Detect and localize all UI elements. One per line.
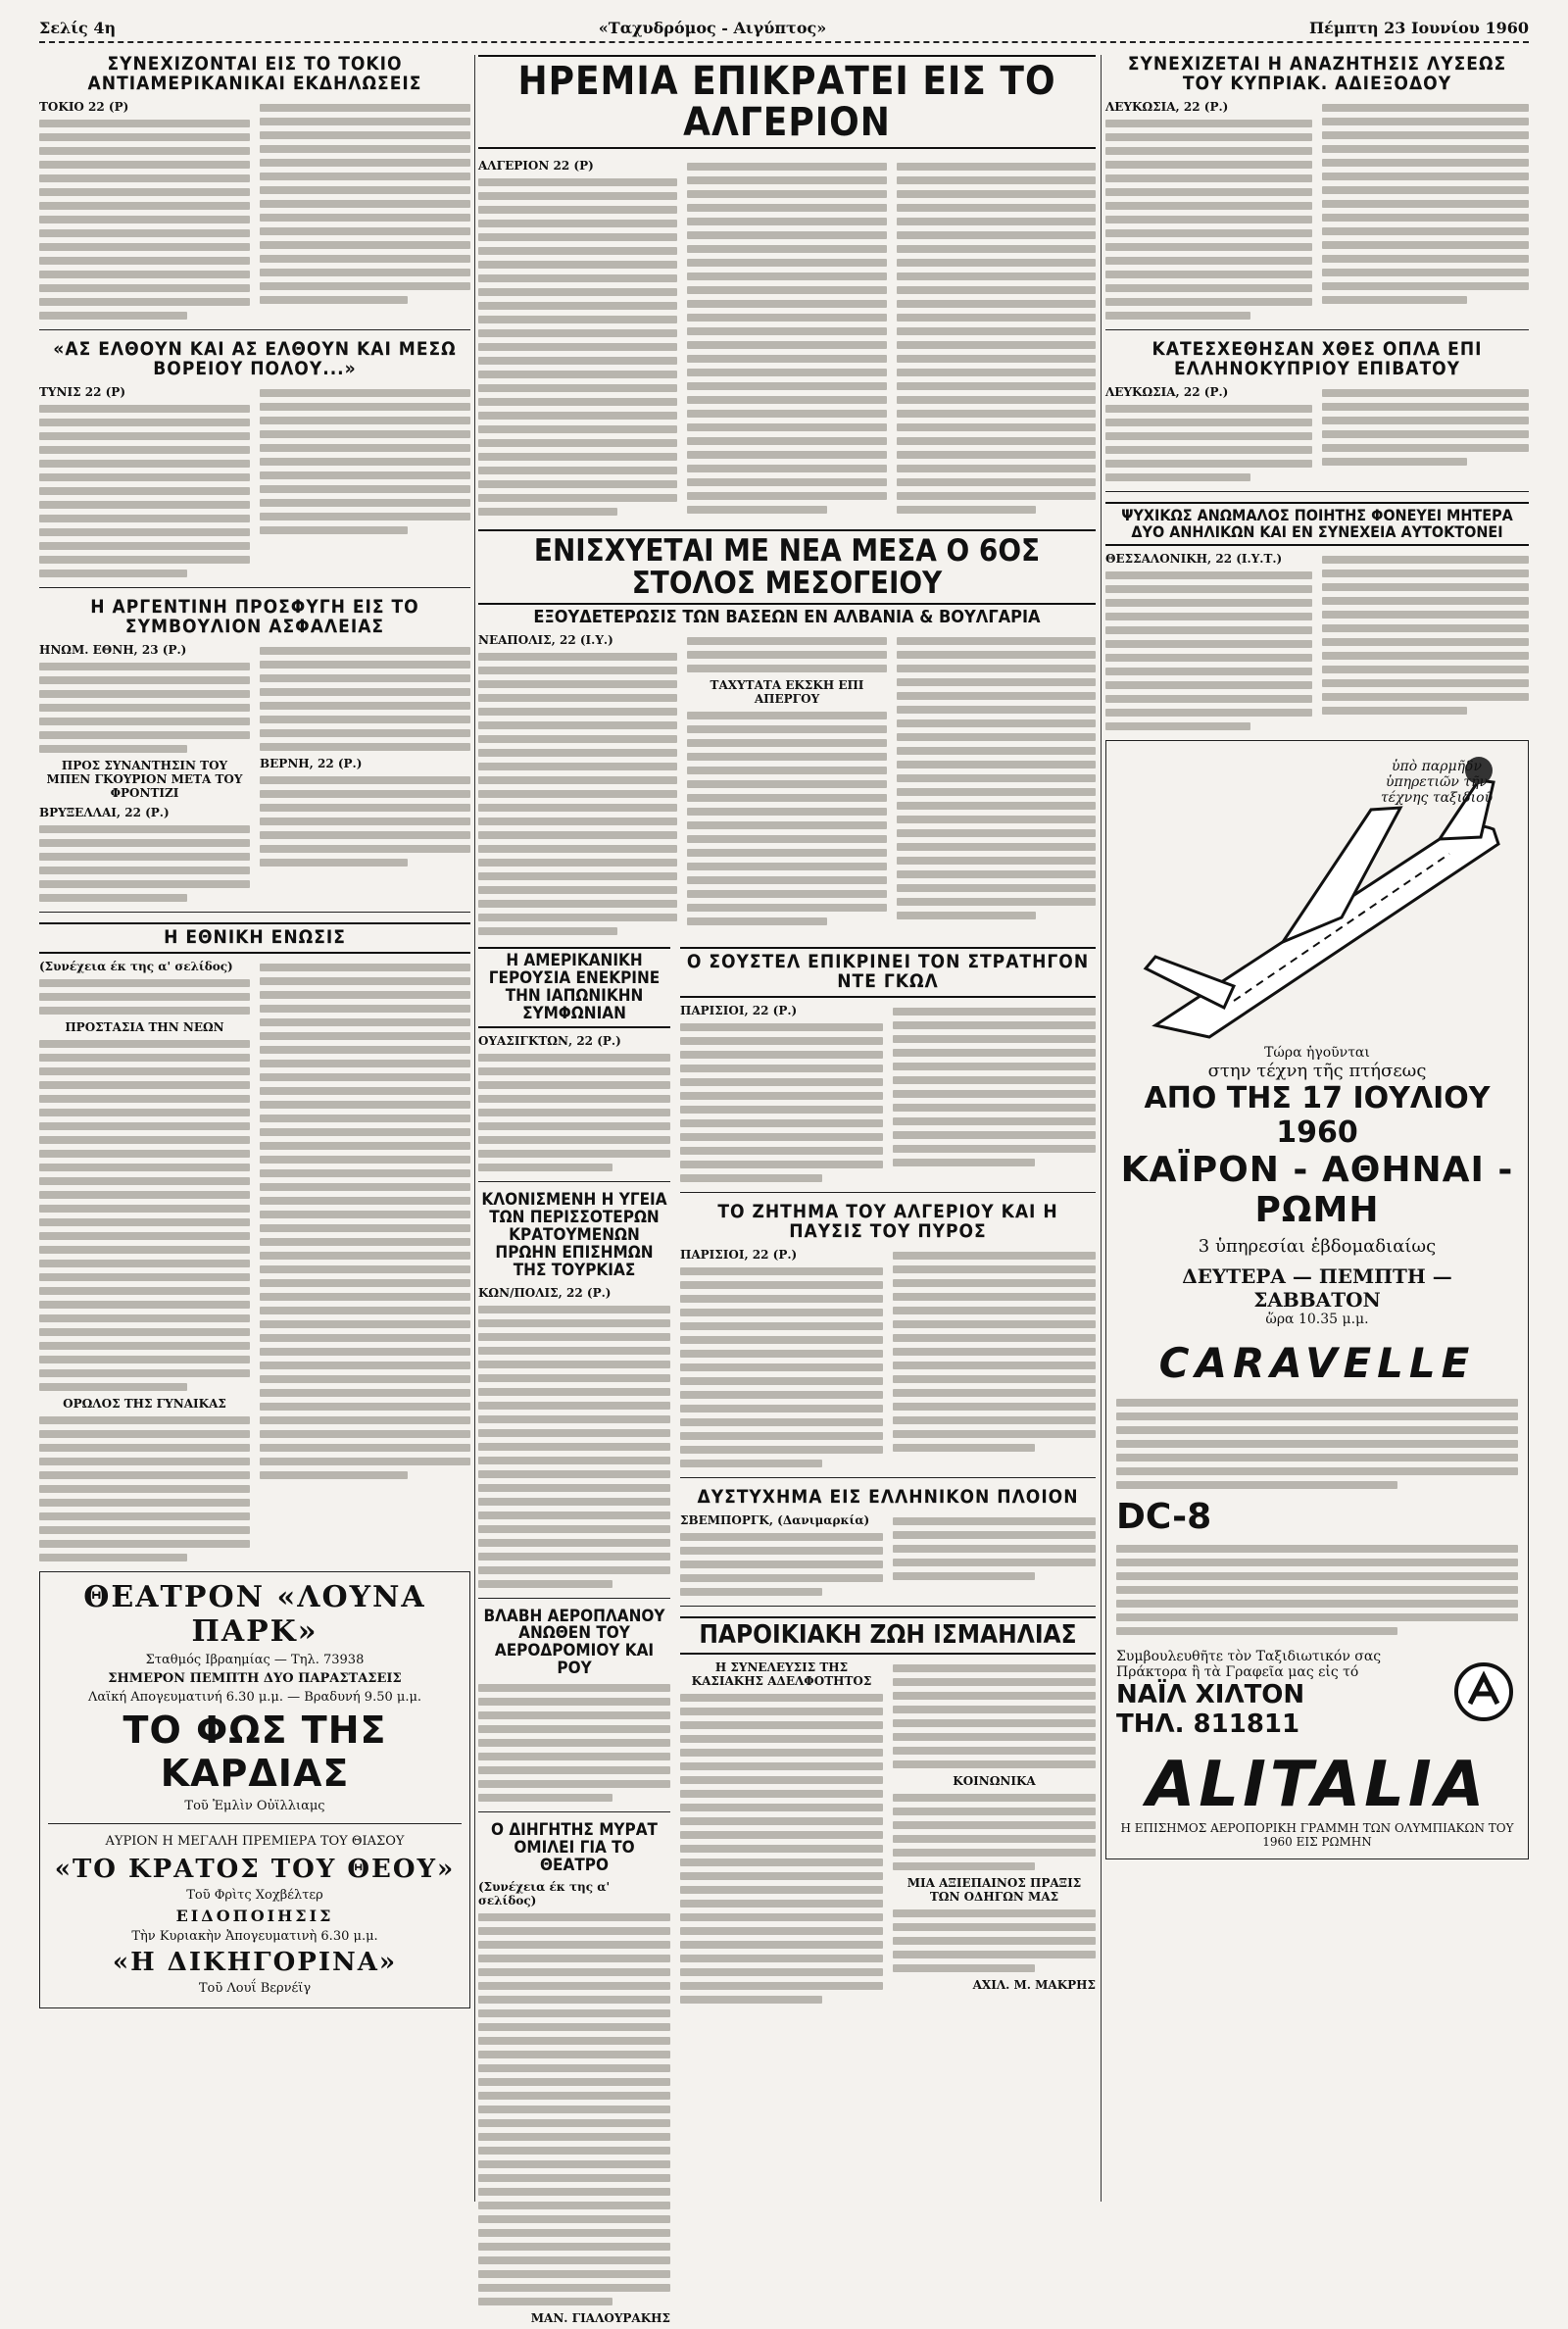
argentina-article-text-2 <box>260 647 470 751</box>
union-article-text-2 <box>260 964 470 1479</box>
bern-article-text <box>260 776 470 867</box>
ad-days: ΔΕΥΤΕΡΑ — ΠΕΜΠΤΗ — ΣΑΒΒΑΤΟΝ <box>1182 1264 1452 1313</box>
senate-article-text <box>478 1054 670 1171</box>
murat-article-text <box>478 1913 670 2305</box>
ad-now-leading: Τώρα ἡγοῦνται <box>1264 1045 1370 1062</box>
poet-article-text-2 <box>1322 556 1529 715</box>
poet-dateline: ΘΕΣΣΑΛΟΝΙΚΗ, 22 (Ι.Υ.Τ.) <box>1105 552 1283 567</box>
ad-brand: ALITALIA <box>1146 1749 1489 1822</box>
fleet-subhead: ΕΞΟΥΔΕΤΕΡΩΣΙΣ ΤΩΝ ΒΑΣΕΩΝ ΕΝ ΑΛΒΑΝΙΑ & ΒΟΥΛΓΑΡΙΑ <box>533 607 1041 628</box>
column-rule <box>1101 55 1102 2202</box>
ad-phone: ΤΗΛ. 811811 <box>1116 1710 1300 1740</box>
caravelle-description <box>1116 1399 1518 1489</box>
arms-article-text-2 <box>1322 389 1529 466</box>
ad-hilton: ΝΑΪΛ ΧΙΛΤΟΝ <box>1116 1680 1305 1710</box>
airplane-illustration <box>1116 751 1518 1045</box>
community-subhead-2: ΚΟΙΝΩΝΙΚΑ <box>953 1773 1036 1788</box>
union-note: (Συνέχεια έκ της α' σελίδος) <box>39 959 233 973</box>
theatre-times: Λαϊκή Απογευματινή 6.30 μ.μ. — Βραδυνή 9.50 μ.μ. <box>87 1689 422 1705</box>
arms-article-text <box>1105 405 1312 481</box>
theatre-sunday: Τὴν Κυριακὴν Ἀπογευματινὴ 6.30 μ.μ. <box>131 1928 378 1944</box>
main-article-text-2 <box>687 163 886 514</box>
cyprus-article-text-2 <box>1322 104 1529 304</box>
alitalia-logo-icon <box>1452 1660 1515 1723</box>
page-number: Σελίς 4η <box>39 19 117 37</box>
community-subhead: Η ΣΥΝΕΛΕΥΣΙΣ ΤΗΣ ΚΑΣΙΑΚΗΣ ΑΔΕΛΦΟΤΗΤΟΣ <box>691 1660 872 1688</box>
main-article-text-3 <box>897 163 1096 514</box>
soustelle-dateline: ΠΑΡΙΣΙΟΙ, 22 (Ρ.) <box>680 1003 798 1017</box>
union-youth-text <box>39 1040 250 1391</box>
cyprus-article-text <box>1105 120 1312 320</box>
arms-headline: ΚΑΤΕΣΧΕΘΗΣΑΝ ΧΘΕΣ ΟΠΛΑ ΕΠΙ ΕΛΛΗΝΟΚΥΠΡΙΟΥ ΕΠΙΒΑΤΟΥ <box>1152 337 1483 379</box>
fleet-dateline: ΝΕΑΠΟΛΙΣ, 22 (Ι.Υ.) <box>478 632 613 647</box>
accident-headline: ΔΥΣΤΥΧΗΜΑ ΕΙΣ ΕΛΛΗΝΙΚΟΝ ΠΛΟΙΟΝ <box>697 1485 1079 1508</box>
ad-footer: Η ΕΠΙΣΗΜΟΣ ΑΕΡΟΠΟΡΙΚΗ ΓΡΑΜΜΗ ΤΩΝ ΟΛΥΜΠΙΑΚΩΝ ΤΟΥ 1960 ΕΙΣ ΡΩΜΗΝ <box>1120 1821 1514 1850</box>
main-article-text <box>478 178 677 516</box>
theatre-play-2: «ΤΟ ΚΡΑΤΟΣ ΤΟΥ ΘΕΟΥ» <box>54 1854 456 1884</box>
fleet-article-text-4 <box>897 637 1096 919</box>
theatre-author-2: Τοῦ Φρὶτς Χοχβέλτερ <box>186 1887 323 1903</box>
pole-headline: «ΑΣ ΕΛΘΟΥΝ ΚΑΙ ΑΣ ΕΛΘΟΥΝ ΚΑΙ ΜΕΣΩ ΒΟΡΕΙΟΥ ΠΟΛΟΥ...» <box>53 337 457 379</box>
community-article-text-4 <box>893 1909 1096 1972</box>
theatre-play-1: ΤΟ ΦΩΣ ΤΗΣ ΚΑΡΔΙΑΣ <box>122 1708 387 1795</box>
fleet-subhead-2: ΤΑΧΥΤΑΤΑ ΕΚΣΚΗ ΕΠΙ ΑΠΕΡΓΟΥ <box>710 677 864 706</box>
union-subhead-youth: ΠΡΟΣΤΑΣΙΑ ΤΗΝ ΝΕΩΝ <box>65 1019 224 1034</box>
murat-note: (Συνέχεια έκ της α' σελίδος) <box>478 1880 611 1908</box>
argentina-headline: Η ΑΡΓΕΝΤΙΝΗ ΠΡΟΣΦΥΓΗ ΕΙΣ ΤΟ ΣΥΜΒΟΥΛΙΟΝ ΑΣΦΑΛΕΙΑΣ <box>90 595 419 637</box>
tokyo-article-text <box>39 120 250 320</box>
soustelle-article-text <box>680 1023 883 1182</box>
main-headline: ΗΡΕΜΙΑ ΕΠΙΚΡΑΤΕΙ ΕΙΣ ΤΟ ΑΛΓΕΡΙΟΝ <box>478 55 1096 149</box>
theatre-ad <box>39 1571 470 2008</box>
turkey-dateline: ΚΩΝ/ΠΟΛΙΣ, 22 (Ρ.) <box>478 1285 612 1300</box>
senate-headline: Η ΑΜΕΡΙΚΑΝΙΚΗ ΓΕΡΟΥΣΙΑ ΕΝΕΚΡΙΝΕ ΤΗΝ ΙΑΠΩΝΙΚΗΝ ΣΥΜΦΩΝΙΑΝ <box>478 947 670 1028</box>
fleet-headline: ΕΝΙΣΧΥΕΤΑΙ ΜΕ ΝΕΑ ΜΕΣΑ Ο 6ΟΣ ΣΤΟΛΟΣ ΜΕΣΟΓΕΙΟΥ <box>478 529 1096 605</box>
column-right <box>1105 55 1529 1859</box>
ad-in-art: στην τέχνη τῆς πτήσεως <box>1207 1061 1427 1082</box>
ad-from-date: ΑΠΟ ΤΗΣ 17 ΙΟΥΛΙΟΥ 1960 <box>1144 1081 1491 1151</box>
theatre-play-3: «Η ΔΙΚΗΓΟΡΙΝΑ» <box>112 1947 398 1977</box>
accident-article-text <box>680 1533 883 1596</box>
fleet-article-text-3 <box>687 712 886 925</box>
tokyo-dateline: ΤΟΚΙΟ 22 (Ρ) <box>39 99 129 114</box>
cyprus-headline: ΣΥΝΕΧΙΖΕΤΑΙ Η ΑΝΑΖΗΤΗΣΙΣ ΛΥΣΕΩΣ ΤΟΥ ΚΥΠΡΙΑΚ. ΑΔΙΕΞΟΔΟΥ <box>1127 53 1507 94</box>
algeria-question-headline: ΤΟ ΖΗΤΗΜΑ ΤΟΥ ΑΛΓΕΡΙΟΥ ΚΑΙ Η ΠΑΥΣΙΣ ΤΟΥ ΠΥΡΟΣ <box>717 1200 1058 1242</box>
bern-dateline: ΒΕΡΝΗ, 22 (Ρ.) <box>260 756 363 770</box>
argentina-article-text <box>39 663 250 753</box>
fleet-article-text <box>478 653 677 935</box>
masthead <box>39 14 1529 43</box>
ad-dc8: DC-8 <box>1116 1497 1212 1538</box>
brussels-article-text <box>39 825 250 902</box>
turkey-article-text <box>478 1306 670 1588</box>
theatre-notice: ΕΙΔΟΠΟΙΗΣΙΣ <box>175 1906 334 1925</box>
soustelle-article-text-2 <box>893 1008 1096 1166</box>
byline: ΜΑΝ. ΓΙΑΛΟΥΡΑΚΗΣ <box>530 2311 670 2326</box>
pole-article-text <box>39 405 250 577</box>
airport-article-text <box>478 1684 670 1802</box>
poet-article-text <box>1105 571 1312 730</box>
brussels-dateline: ΒΡΥΞΕΛΛΑΙ, 22 (Ρ.) <box>39 805 170 819</box>
community-headline: ΠΑΡΟΙΚΙΑΚΗ ΖΩΗ ΙΣΜΑΗΛΙΑΣ <box>680 1616 1096 1655</box>
column-left <box>39 55 470 2008</box>
theatre-author-1: Τοῦ Ἐμλὶν Οὐϊλλιαμς <box>184 1798 325 1813</box>
fleet-article-text-2 <box>687 637 886 672</box>
main-dateline: ΑΛΓΕΡΙΟΝ 22 (Ρ) <box>478 159 594 173</box>
senate-dateline: ΟΥΑΣΙΓΚΤΩΝ, 22 (Ρ.) <box>478 1034 621 1049</box>
pole-dateline: ΤΥΝΙΣ 22 (Ρ) <box>39 384 125 399</box>
argentina-dateline: ΗΝΩΜ. ΕΘΝΗ, 23 (Ρ.) <box>39 642 187 657</box>
accident-dateline: ΣΒΕΜΠΟΡΓΚ, (Δανιμαρκία) <box>680 1512 870 1527</box>
ad-route: ΚΑΪΡΟΝ - ΑΘΗΝΑΙ - ΡΩΜΗ <box>1120 1150 1514 1231</box>
turkey-headline: ΚΛΟΝΙΣΜΕΝΗ Η ΥΓΕΙΑ ΤΩΝ ΠΕΡΙΣΣΟΤΕΡΩΝ ΚΡΑΤΟΥΜΕΝΩΝ ΠΡΩΗΝ ΕΠΙΣΗΜΩΝ ΤΗΣ ΤΟΥΡΚΙΑΣ <box>481 1190 667 1280</box>
theatre-station: Σταθμός Ιβραημίας — Τηλ. 73938 <box>145 1652 365 1667</box>
ad-time: ὥρα 10.35 μ.μ. <box>1265 1312 1369 1328</box>
column-middle <box>478 55 1096 2329</box>
accident-article-text-2 <box>893 1517 1096 1580</box>
byline-2: ΑΧΙΛ. Μ. ΜΑΚΡΗΣ <box>972 1977 1096 1992</box>
union-headline: Η ΕΘΝΙΚΗ ΕΝΩΣΙΣ <box>39 922 470 954</box>
community-article-text-3 <box>893 1794 1096 1870</box>
ad-tagline: ὑπὸ παρμῆδν ὑπηρετιῶν τῆν τέχνης ταξιδιοῦ <box>1380 759 1494 807</box>
community-article-text <box>680 1694 883 2004</box>
union-subhead-woman: ΟΡΩΛΟΣ ΤΗΣ ΓΥΝΑΙΚΑΣ <box>63 1396 226 1411</box>
theatre-premiere: ΑΥΡΙΟΝ Η ΜΕΓΑΛΗ ΠΡΕΜΙΕΡΑ ΤΟΥ ΘΙΑΣΟΥ <box>105 1833 405 1849</box>
cyprus-dateline: ΛΕΥΚΩΣΙΑ, 22 (Ρ.) <box>1105 99 1229 114</box>
algeria-question-text <box>680 1267 883 1467</box>
murat-headline: Ο ΔΙΗΓΗΤΗΣ ΜΥΡΑΤ ΟΜΙΛΕΙ ΓΙΑ ΤΟ ΘΕΑΤΡΟ <box>491 1819 658 1875</box>
algeria-question-dateline: ΠΑΡΙΣΙΟΙ, 22 (Ρ.) <box>680 1247 798 1262</box>
union-woman-text <box>39 1416 250 1561</box>
ad-services: 3 ὑπηρεσίαι ἑβδομαδιαίως <box>1198 1236 1437 1258</box>
paper-title: «Ταχυδρόμος - Αιγύπτος» <box>598 19 827 37</box>
airport-headline: ΒΛΑΒΗ ΑΕΡΟΠΛΑΝΟΥ ΑΝΩΘΕΝ ΤΟΥ ΑΕΡΟΔΡΟΜΙΟΥ ΚΑΙ ΡΟΥ <box>483 1606 665 1679</box>
poet-headline: ΨΥΧΙΚΩΣ ΑΝΩΜΑΛΟΣ ΠΟΙΗΤΗΣ ΦΟΝΕΥΕΙ ΜΗΤΕΡΑ ΔΥΟ ΑΝΗΛΙΚΩΝ ΚΑΙ ΕΝ ΣΥΝΕΧΕΙΑ ΑΥΤΟΚΤΟΝΕΙ <box>1105 502 1529 547</box>
tokyo-article-text-2 <box>260 104 470 304</box>
dc8-description <box>1116 1545 1518 1635</box>
alitalia-ad <box>1105 740 1529 1859</box>
ad-consult: Συμβουλευθῆτε τὸν Ταξιδιωτικόν σας Πράκτορα ἢ τὰ Γραφεῖα μας εἰς τό <box>1116 1649 1382 1681</box>
theatre-title: ΘΕΑΤΡΟΝ «ΛΟΥΝΑ ΠΑΡΚ» <box>83 1579 426 1649</box>
soustelle-headline: Ο ΣΟΥΣΤΕΛ ΕΠΙΚΡΙΝΕΙ ΤΟΝ ΣΤΡΑΤΗΓΟΝ ΝΤΕ ΓΚΩΛ <box>680 947 1096 998</box>
issue-date: Πέμπτη 23 Ιουνίου 1960 <box>1308 19 1529 37</box>
community-article-text-2 <box>893 1664 1096 1768</box>
theatre-author-3: Τοῦ Λουΐ Βερνέϊγ <box>198 1980 312 1996</box>
theatre-today: ΣΗΜΕΡΟΝ ΠΕΜΠΤΗ ΔΥΟ ΠΑΡΑΣΤΑΣΕΙΣ <box>108 1670 402 1686</box>
union-article-text <box>39 979 250 1015</box>
algeria-question-text-2 <box>893 1252 1096 1452</box>
column-rule <box>474 55 475 2202</box>
community-subhead-3: ΜΙΑ ΑΞΙΕΠΑΙΝΟΣ ΠΡΑΞΙΣ ΤΩΝ ΟΔΗΓΩΝ ΜΑΣ <box>906 1875 1082 1904</box>
arms-dateline: ΛΕΥΚΩΣΙΑ, 22 (Ρ.) <box>1105 384 1229 399</box>
tokyo-headline: ΣΥΝΕΧΙΖΟΝΤΑΙ ΕΙΣ ΤΟ ΤΟΚΙΟ ΑΝΤΙΑΜΕΡΙΚΑΝΙΚΑΙ ΕΚΔΗΛΩΣΕΙΣ <box>87 53 422 94</box>
argentina-subhead: ΠΡΟΣ ΣΥΝΑΝΤΗΣΙΝ ΤΟΥ ΜΠΕΝ ΓΚΟΥΡΙΟΝ ΜΕΤΑ ΤΟΥ ΦΡΟΝΤΙΖΙ <box>46 758 243 800</box>
ad-caravelle: CARAVELLE <box>1158 1339 1476 1388</box>
pole-article-text-2 <box>260 389 470 534</box>
